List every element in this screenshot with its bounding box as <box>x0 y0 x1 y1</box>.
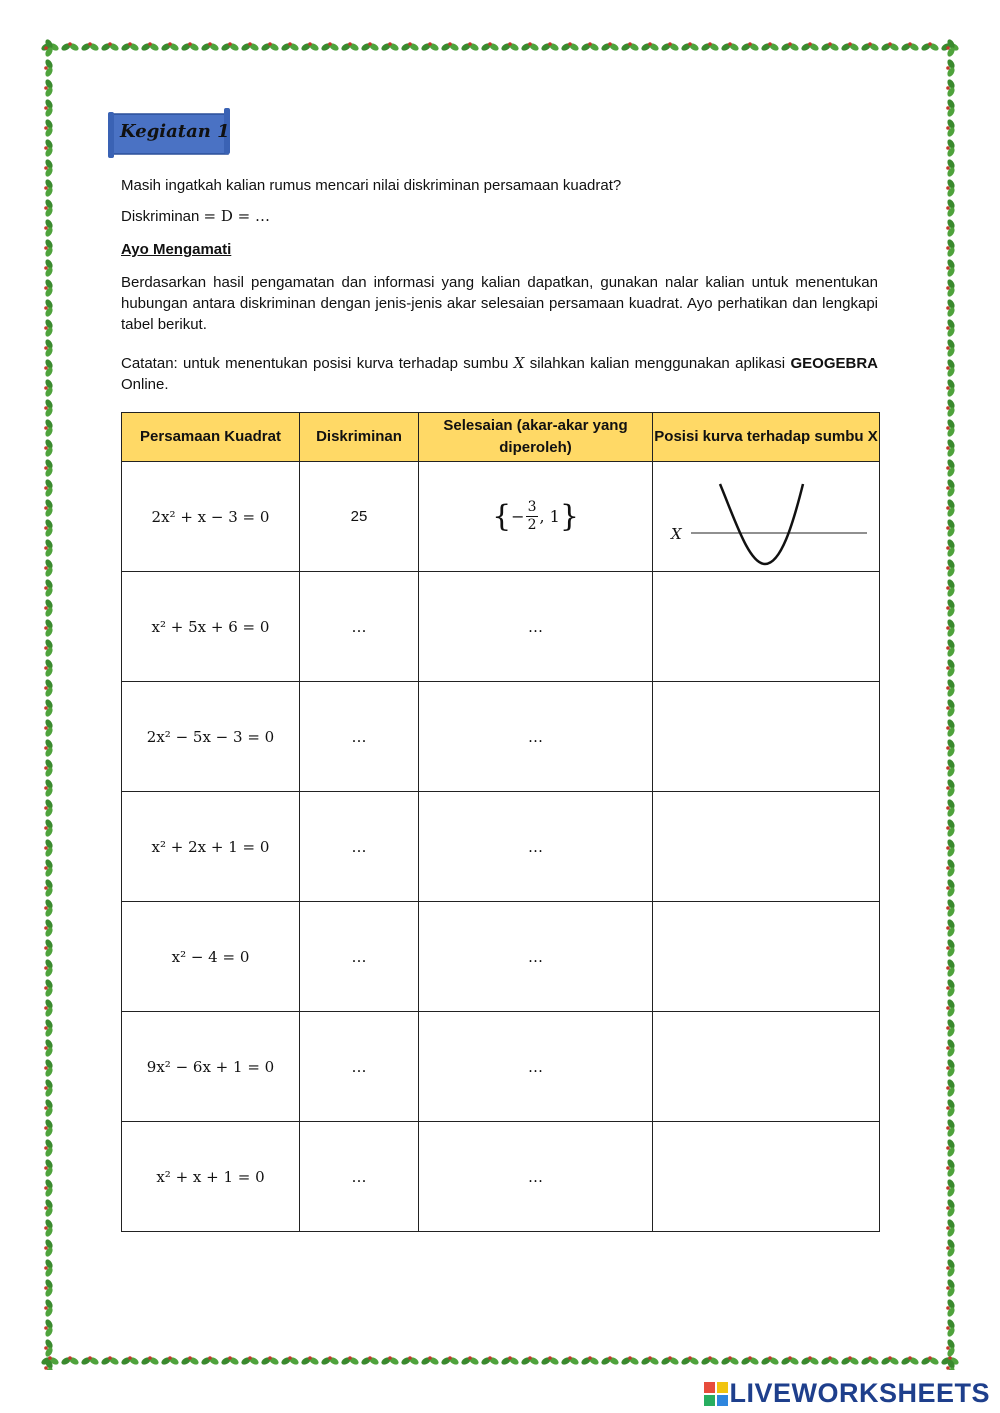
equation-cell: x² + 5x + 6 = 0 <box>122 572 300 682</box>
activity-title: Kegiatan 1 <box>120 121 230 142</box>
discriminant-answer[interactable]: … <box>300 682 419 792</box>
table-row <box>122 682 880 792</box>
table-row <box>122 1012 880 1122</box>
discriminant-answer[interactable]: … <box>300 572 419 682</box>
discriminant-label: Diskriminan <box>121 208 200 225</box>
curve-answer[interactable] <box>653 682 880 792</box>
table-row <box>122 902 880 1012</box>
holly-border-right <box>942 38 960 1370</box>
intro-question: Masih ingatkah kalian rumus mencari nilai diskriminan persamaan kuadrat? <box>121 177 622 194</box>
header-curve-position: Posisi kurva terhadap sumbu X <box>653 413 880 462</box>
discriminant-answer[interactable]: … <box>300 902 419 1012</box>
discriminant-answer[interactable]: … <box>300 1012 419 1122</box>
solution-answer[interactable]: … <box>419 1012 653 1122</box>
header-solution: Selesaian (akar-akar yang diperoleh) <box>419 413 653 462</box>
table-row <box>122 572 880 682</box>
solution-fraction: $\frac{3}{2}$ <box>527 499 537 533</box>
liveworksheets-logo[interactable] <box>703 1378 990 1409</box>
holly-border-bottom <box>40 1352 960 1370</box>
discriminant-answer[interactable]: … <box>300 792 419 902</box>
equation-cell: 9x² − 6x + 1 = 0 <box>122 1012 300 1122</box>
table-row-example <box>122 462 880 572</box>
curve-answer[interactable] <box>653 572 880 682</box>
curve-answer[interactable] <box>653 1122 880 1232</box>
solution-answer[interactable]: … <box>419 682 653 792</box>
equation-cell: x² + 2x + 1 = 0 <box>122 792 300 902</box>
parabola-curve <box>720 484 803 564</box>
holly-border-top <box>40 38 960 56</box>
discriminant-line <box>121 206 878 227</box>
instructions-paragraph: Berdasarkan hasil pengamatan dan informasi yang kalian dapatkan, gunakan nalar kalian untuk menentukan hubungan antara diskriminan dengan jenis-jenis akar selesaian persamaan kuadrat. Ayo perhatikan dan lengkapi tabel berikut. <box>121 274 878 333</box>
solution-answer[interactable]: … <box>419 792 653 902</box>
worksheet-table <box>121 412 880 1232</box>
note-paragraph: Catatan: untuk menentukan posisi kurva terhadap sumbu X silahkan kalian menggunakan aplikasi GEOGEBRA Online. <box>121 354 879 393</box>
parabola-sketch <box>653 462 880 571</box>
curve-position-cell <box>653 462 880 572</box>
table-row <box>122 1122 880 1232</box>
solution-answer[interactable]: … <box>419 1122 653 1232</box>
equation-cell: 2x² − 5x − 3 = 0 <box>122 682 300 792</box>
solution-cell <box>419 462 653 572</box>
curve-answer[interactable] <box>653 1012 880 1122</box>
discriminant-answer[interactable]: … <box>300 1122 419 1232</box>
header-discriminant: Diskriminan <box>300 413 419 462</box>
solution-answer[interactable]: … <box>419 902 653 1012</box>
axis-label: X <box>671 525 682 543</box>
logo-icon <box>703 1381 729 1407</box>
equation-cell: x² − 4 = 0 <box>122 902 300 1012</box>
holly-border-left <box>40 38 58 1370</box>
discriminant-formula: = D = … <box>203 207 270 225</box>
header-equation: Persamaan Kuadrat <box>122 413 300 462</box>
curve-answer[interactable] <box>653 902 880 1012</box>
equation-cell: x² + x + 1 = 0 <box>122 1122 300 1232</box>
curve-answer[interactable] <box>653 792 880 902</box>
section-heading: Ayo Mengamati <box>121 241 232 258</box>
logo-text: LIVEWORKSHEETS <box>729 1378 990 1408</box>
solution-answer[interactable]: … <box>419 572 653 682</box>
discriminant-cell: 25 <box>300 462 419 572</box>
solution-set: { − $\frac{3}{2}$ , 1 } <box>492 498 579 534</box>
equation-cell: 2x² + x − 3 = 0 <box>122 462 300 572</box>
table-header-row <box>122 413 880 462</box>
table-row <box>122 792 880 902</box>
